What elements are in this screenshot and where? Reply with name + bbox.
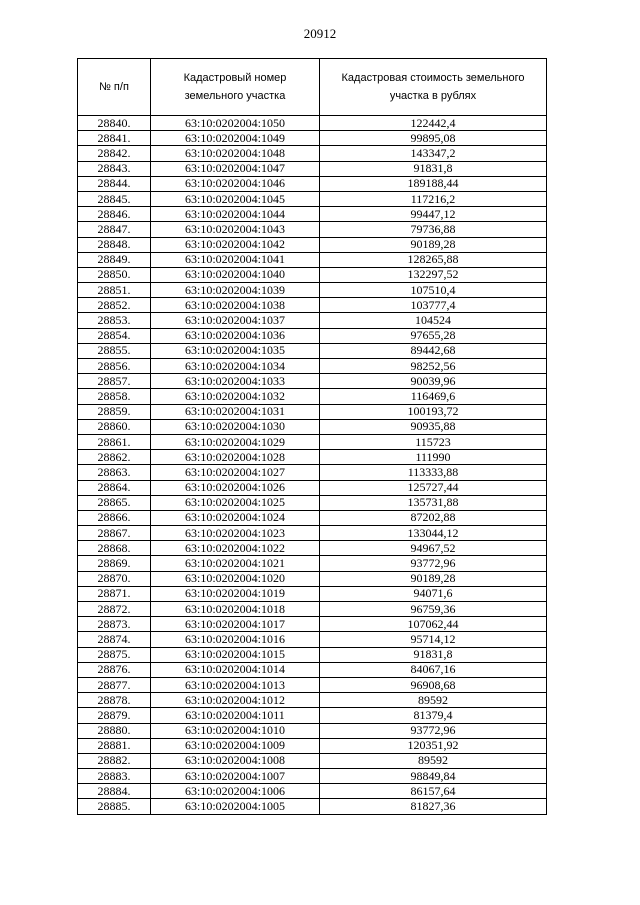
cadastral-number-cell: 63:10:0202004:1019 [151, 586, 320, 601]
cadastral-number-cell: 63:10:0202004:1029 [151, 434, 320, 449]
table-row [78, 784, 547, 799]
table-row [78, 161, 547, 176]
row-number-cell: 28852. [78, 298, 151, 313]
table-row [78, 632, 547, 647]
cadastral-number-cell: 63:10:0202004:1009 [151, 738, 320, 753]
cadastral-value-cell: 86157,64 [320, 784, 547, 799]
row-number-cell: 28850. [78, 267, 151, 282]
cadastral-number-cell: 63:10:0202004:1049 [151, 131, 320, 146]
cadastral-value-cell: 99447,12 [320, 207, 547, 222]
row-number-cell: 28842. [78, 146, 151, 161]
table-row [78, 343, 547, 358]
table-row [78, 662, 547, 677]
row-number-cell: 28879. [78, 708, 151, 723]
table-row [78, 738, 547, 753]
table-row [78, 723, 547, 738]
cadastral-number-cell: 63:10:0202004:1038 [151, 298, 320, 313]
cadastral-value-cell: 90189,28 [320, 571, 547, 586]
table-row [78, 207, 547, 222]
table-row [78, 708, 547, 723]
table-header [78, 59, 547, 116]
cadastral-value-cell: 87202,88 [320, 510, 547, 525]
table-row [78, 434, 547, 449]
table-row [78, 510, 547, 525]
page-number: 20912 [303, 26, 337, 41]
row-number-cell: 28862. [78, 450, 151, 465]
row-number-cell: 28844. [78, 176, 151, 191]
table-row [78, 647, 547, 662]
cadastral-number-cell: 63:10:0202004:1045 [151, 191, 320, 206]
row-number-cell: 28877. [78, 677, 151, 692]
table-row [78, 769, 547, 784]
row-number-cell: 28866. [78, 510, 151, 525]
row-number-cell: 28863. [78, 465, 151, 480]
table-row [78, 617, 547, 632]
table-row [78, 693, 547, 708]
row-number-cell: 28878. [78, 693, 151, 708]
cadastral-number-cell: 63:10:0202004:1011 [151, 708, 320, 723]
table-row [78, 359, 547, 374]
table-row [78, 374, 547, 389]
table-row [78, 313, 547, 328]
cadastral-number-cell: 63:10:0202004:1040 [151, 267, 320, 282]
row-number-cell: 28867. [78, 526, 151, 541]
cadastral-value-cell: 117216,2 [320, 191, 547, 206]
cadastral-number-cell: 63:10:0202004:1047 [151, 161, 320, 176]
cadastral-value-cell: 89442,68 [320, 343, 547, 358]
row-number-cell: 28875. [78, 647, 151, 662]
row-number-cell: 28855. [78, 343, 151, 358]
cadastral-value-cell: 94967,52 [320, 541, 547, 556]
cadastral-number-cell: 63:10:0202004:1015 [151, 647, 320, 662]
cadastral-value-cell: 93772,96 [320, 556, 547, 571]
table-row [78, 267, 547, 282]
cadastral-value-cell: 107062,44 [320, 617, 547, 632]
cadastral-value-cell: 96759,36 [320, 602, 547, 617]
cadastral-number-cell: 63:10:0202004:1016 [151, 632, 320, 647]
cadastral-number-cell: 63:10:0202004:1033 [151, 374, 320, 389]
row-number-cell: 28868. [78, 541, 151, 556]
table-row [78, 252, 547, 267]
row-number-cell: 28854. [78, 328, 151, 343]
table-row [78, 328, 547, 343]
cadastral-value-cell: 91831,8 [320, 161, 547, 176]
cadastral-value-cell: 98252,56 [320, 359, 547, 374]
cadastral-value-cell: 143347,2 [320, 146, 547, 161]
row-number-cell: 28851. [78, 283, 151, 298]
row-number-cell: 28871. [78, 586, 151, 601]
header-cadastral-value: Кадастровая стоимость земельного участка в рублях [320, 59, 547, 116]
cadastral-value-cell: 115723 [320, 434, 547, 449]
table-row [78, 571, 547, 586]
cadastral-value-cell: 90039,96 [320, 374, 547, 389]
row-number-cell: 28870. [78, 571, 151, 586]
row-number-cell: 28880. [78, 723, 151, 738]
table-row [78, 556, 547, 571]
cadastral-number-cell: 63:10:0202004:1021 [151, 556, 320, 571]
table-row [78, 116, 547, 131]
header-number: № п/п [78, 59, 151, 116]
cadastral-value-cell: 107510,4 [320, 283, 547, 298]
table-row [78, 298, 547, 313]
table-row [78, 191, 547, 206]
table-row [78, 131, 547, 146]
table-row [78, 541, 547, 556]
row-number-cell: 28881. [78, 738, 151, 753]
table-row [78, 753, 547, 768]
row-number-cell: 28860. [78, 419, 151, 434]
table-row [78, 419, 547, 434]
table-row [78, 176, 547, 191]
cadastral-value-cell: 99895,08 [320, 131, 547, 146]
row-number-cell: 28884. [78, 784, 151, 799]
cadastral-number-cell: 63:10:0202004:1017 [151, 617, 320, 632]
table-row [78, 495, 547, 510]
cadastral-number-cell: 63:10:0202004:1005 [151, 799, 320, 814]
cadastral-number-cell: 63:10:0202004:1043 [151, 222, 320, 237]
row-number-cell: 28869. [78, 556, 151, 571]
cadastral-value-cell: 89592 [320, 753, 547, 768]
cadastral-number-cell: 63:10:0202004:1034 [151, 359, 320, 374]
table-body [78, 116, 547, 815]
table-row [78, 586, 547, 601]
table-row [78, 450, 547, 465]
cadastral-number-cell: 63:10:0202004:1032 [151, 389, 320, 404]
cadastral-number-cell: 63:10:0202004:1024 [151, 510, 320, 525]
cadastral-number-cell: 63:10:0202004:1013 [151, 677, 320, 692]
row-number-cell: 28845. [78, 191, 151, 206]
cadastral-number-cell: 63:10:0202004:1035 [151, 343, 320, 358]
table-row [78, 283, 547, 298]
row-number-cell: 28882. [78, 753, 151, 768]
cadastral-number-cell: 63:10:0202004:1042 [151, 237, 320, 252]
row-number-cell: 28849. [78, 252, 151, 267]
table-row [78, 389, 547, 404]
cadastral-value-cell: 96908,68 [320, 677, 547, 692]
cadastral-value-cell: 111990 [320, 450, 547, 465]
table-row [78, 526, 547, 541]
cadastral-value-cell: 122442,4 [320, 116, 547, 131]
table-row [78, 465, 547, 480]
cadastral-value-cell: 95714,12 [320, 632, 547, 647]
cadastral-value-cell: 125727,44 [320, 480, 547, 495]
cadastral-value-cell: 94071,6 [320, 586, 547, 601]
cadastral-number-cell: 63:10:0202004:1039 [151, 283, 320, 298]
cadastral-value-cell: 81827,36 [320, 799, 547, 814]
row-number-cell: 28848. [78, 237, 151, 252]
cadastral-value-cell: 93772,96 [320, 723, 547, 738]
row-number-cell: 28876. [78, 662, 151, 677]
row-number-cell: 28858. [78, 389, 151, 404]
cadastral-number-cell: 63:10:0202004:1041 [151, 252, 320, 267]
cadastral-value-cell: 189188,44 [320, 176, 547, 191]
table-row [78, 146, 547, 161]
row-number-cell: 28846. [78, 207, 151, 222]
header-row [78, 59, 547, 116]
cadastral-number-cell: 63:10:0202004:1046 [151, 176, 320, 191]
row-number-cell: 28841. [78, 131, 151, 146]
cadastral-number-cell: 63:10:0202004:1006 [151, 784, 320, 799]
cadastral-number-cell: 63:10:0202004:1010 [151, 723, 320, 738]
table-row [78, 799, 547, 814]
cadastral-number-cell: 63:10:0202004:1018 [151, 602, 320, 617]
row-number-cell: 28885. [78, 799, 151, 814]
cadastral-value-cell: 98849,84 [320, 769, 547, 784]
row-number-cell: 28872. [78, 602, 151, 617]
cadastral-number-cell: 63:10:0202004:1014 [151, 662, 320, 677]
row-number-cell: 28853. [78, 313, 151, 328]
row-number-cell: 28865. [78, 495, 151, 510]
row-number-cell: 28840. [78, 116, 151, 131]
cadastral-value-cell: 135731,88 [320, 495, 547, 510]
cadastral-value-cell: 128265,88 [320, 252, 547, 267]
cadastral-value-cell: 100193,72 [320, 404, 547, 419]
cadastral-value-cell: 90189,28 [320, 237, 547, 252]
table-row [78, 480, 547, 495]
table-row [78, 222, 547, 237]
cadastral-value-cell: 120351,92 [320, 738, 547, 753]
cadastral-number-cell: 63:10:0202004:1048 [151, 146, 320, 161]
row-number-cell: 28857. [78, 374, 151, 389]
cadastral-number-cell: 63:10:0202004:1030 [151, 419, 320, 434]
row-number-cell: 28859. [78, 404, 151, 419]
cadastral-number-cell: 63:10:0202004:1012 [151, 693, 320, 708]
cadastral-number-cell: 63:10:0202004:1007 [151, 769, 320, 784]
cadastral-value-cell: 90935,88 [320, 419, 547, 434]
row-number-cell: 28883. [78, 769, 151, 784]
row-number-cell: 28856. [78, 359, 151, 374]
cadastral-value-cell: 79736,88 [320, 222, 547, 237]
table-row [78, 237, 547, 252]
cadastral-number-cell: 63:10:0202004:1028 [151, 450, 320, 465]
cadastral-value-table [77, 58, 547, 815]
cadastral-number-cell: 63:10:0202004:1025 [151, 495, 320, 510]
row-number-cell: 28874. [78, 632, 151, 647]
cadastral-number-cell: 63:10:0202004:1027 [151, 465, 320, 480]
cadastral-number-cell: 63:10:0202004:1037 [151, 313, 320, 328]
cadastral-value-cell: 113333,88 [320, 465, 547, 480]
cadastral-number-cell: 63:10:0202004:1044 [151, 207, 320, 222]
row-number-cell: 28873. [78, 617, 151, 632]
cadastral-number-cell: 63:10:0202004:1020 [151, 571, 320, 586]
row-number-cell: 28843. [78, 161, 151, 176]
cadastral-value-cell: 91831,8 [320, 647, 547, 662]
row-number-cell: 28847. [78, 222, 151, 237]
cadastral-value-cell: 103777,4 [320, 298, 547, 313]
cadastral-value-cell: 81379,4 [320, 708, 547, 723]
cadastral-number-cell: 63:10:0202004:1036 [151, 328, 320, 343]
cadastral-number-cell: 63:10:0202004:1023 [151, 526, 320, 541]
cadastral-number-cell: 63:10:0202004:1031 [151, 404, 320, 419]
table-row [78, 677, 547, 692]
table-row [78, 404, 547, 419]
cadastral-value-cell: 84067,16 [320, 662, 547, 677]
cadastral-number-cell: 63:10:0202004:1050 [151, 116, 320, 131]
header-cadastral-number: Кадастровый номер земельного участка [151, 59, 320, 116]
cadastral-value-cell: 104524 [320, 313, 547, 328]
cadastral-value-cell: 132297,52 [320, 267, 547, 282]
row-number-cell: 28864. [78, 480, 151, 495]
cadastral-number-cell: 63:10:0202004:1008 [151, 753, 320, 768]
cadastral-number-cell: 63:10:0202004:1026 [151, 480, 320, 495]
cadastral-value-cell: 133044,12 [320, 526, 547, 541]
cadastral-value-cell: 97655,28 [320, 328, 547, 343]
table-row [78, 602, 547, 617]
row-number-cell: 28861. [78, 434, 151, 449]
cadastral-value-cell: 116469,6 [320, 389, 547, 404]
cadastral-value-cell: 89592 [320, 693, 547, 708]
cadastral-number-cell: 63:10:0202004:1022 [151, 541, 320, 556]
